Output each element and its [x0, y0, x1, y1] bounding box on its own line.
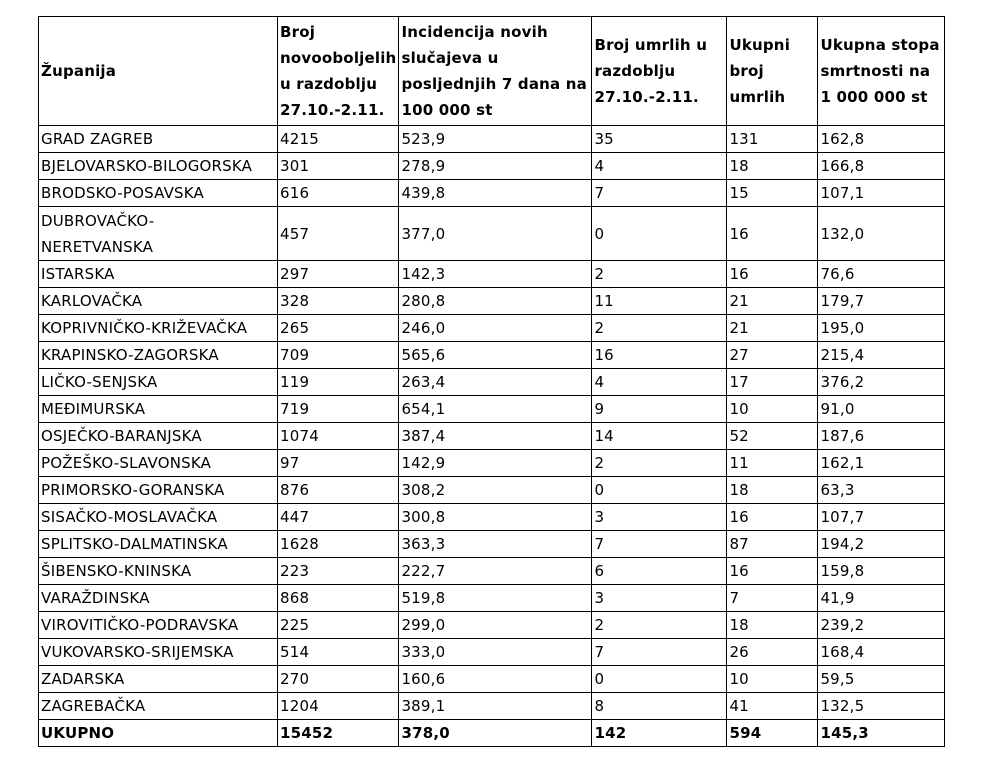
cell-new-cases: 1074 [278, 423, 399, 450]
cell-incidence: 278,9 [399, 153, 592, 180]
cell-new-cases: 97 [278, 450, 399, 477]
table-row [39, 396, 945, 423]
cell-deaths-period: 4 [592, 369, 727, 396]
cell-deaths-period: 2 [592, 261, 727, 288]
cell-mortality-rate: 132,0 [818, 207, 945, 261]
cell-incidence: 160,6 [399, 666, 592, 693]
cell-deaths-period: 14 [592, 423, 727, 450]
cell-new-cases: 876 [278, 477, 399, 504]
table-row [39, 261, 945, 288]
cell-county: VIROVITIČKO-PODRAVSKA [39, 612, 278, 639]
cell-total-deaths: 17 [727, 369, 818, 396]
cell-total-deaths: 16 [727, 261, 818, 288]
cell-new-cases: 270 [278, 666, 399, 693]
cell-new-cases: 119 [278, 369, 399, 396]
cell-new-cases: 328 [278, 288, 399, 315]
cell-incidence: 222,7 [399, 558, 592, 585]
cell-new-cases: 1628 [278, 531, 399, 558]
table-row [39, 531, 945, 558]
cell-total-deaths: 10 [727, 666, 818, 693]
cell-deaths-period: 3 [592, 585, 727, 612]
table-container [38, 16, 945, 747]
cell-incidence: 439,8 [399, 180, 592, 207]
table-row [39, 180, 945, 207]
cell-county-line: NERETVANSKA [41, 237, 154, 256]
cell-new-cases: 457 [278, 207, 399, 261]
cell-county [39, 207, 278, 261]
cell-incidence: 523,9 [399, 126, 592, 153]
cell-total-deaths: 10 [727, 396, 818, 423]
cell-mortality-rate: 239,2 [818, 612, 945, 639]
cell-incidence: 387,4 [399, 423, 592, 450]
cell-incidence: 333,0 [399, 639, 592, 666]
cell-deaths-period: 0 [592, 477, 727, 504]
cell-deaths-period: 7 [592, 180, 727, 207]
table-row [39, 558, 945, 585]
cell-mortality-rate: 91,0 [818, 396, 945, 423]
cell-total-deaths: 52 [727, 423, 818, 450]
cell-new-cases: 709 [278, 342, 399, 369]
cell-county: VUKOVARSKO-SRIJEMSKA [39, 639, 278, 666]
table-row [39, 207, 945, 261]
cell-incidence: 142,9 [399, 450, 592, 477]
cell-county: BJELOVARSKO-BILOGORSKA [39, 153, 278, 180]
cell-incidence: 654,1 [399, 396, 592, 423]
cell-total-deaths: 87 [727, 531, 818, 558]
cell-county: BRODSKO-POSAVSKA [39, 180, 278, 207]
table-row [39, 477, 945, 504]
cell-deaths-period: 2 [592, 450, 727, 477]
cell-total-deaths: 11 [727, 450, 818, 477]
cell-mortality-rate: 159,8 [818, 558, 945, 585]
cell-county: LIČKO-SENJSKA [39, 369, 278, 396]
total-row [39, 720, 945, 747]
cell-deaths-period: 6 [592, 558, 727, 585]
cell-total-deaths: 7 [727, 585, 818, 612]
table-row [39, 126, 945, 153]
cell-new-cases: 223 [278, 558, 399, 585]
cell-new-cases: 265 [278, 315, 399, 342]
cell-deaths-period: 7 [592, 531, 727, 558]
cell-county: OSJEČKO-BARANJSKA [39, 423, 278, 450]
table-row [39, 369, 945, 396]
table-row [39, 666, 945, 693]
cell-total-deaths: 26 [727, 639, 818, 666]
cell-incidence: 363,3 [399, 531, 592, 558]
cell-county: ISTARSKA [39, 261, 278, 288]
cell-mortality-rate: 76,6 [818, 261, 945, 288]
cell-deaths-period: 0 [592, 207, 727, 261]
cell-deaths-period: 16 [592, 342, 727, 369]
cell-mortality-rate: 187,6 [818, 423, 945, 450]
cell-total-deaths: 41 [727, 693, 818, 720]
table-row [39, 612, 945, 639]
cell-mortality-rate: 107,1 [818, 180, 945, 207]
table-row [39, 315, 945, 342]
cell-total-deaths: 21 [727, 288, 818, 315]
cell-new-cases: 447 [278, 504, 399, 531]
cell-county: SPLITSKO-DALMATINSKA [39, 531, 278, 558]
cell-total-deaths: 18 [727, 477, 818, 504]
table-row [39, 693, 945, 720]
cell-county: KARLOVAČKA [39, 288, 278, 315]
cell-county: KRAPINSKO-ZAGORSKA [39, 342, 278, 369]
cell-new-cases: 301 [278, 153, 399, 180]
cell-mortality-rate: 195,0 [818, 315, 945, 342]
total-cell-county: UKUPNO [39, 720, 278, 747]
cell-county: PRIMORSKO-GORANSKA [39, 477, 278, 504]
cell-mortality-rate: 168,4 [818, 639, 945, 666]
cell-county: ZADARSKA [39, 666, 278, 693]
table-row [39, 504, 945, 531]
cell-mortality-rate: 376,2 [818, 369, 945, 396]
cell-total-deaths: 16 [727, 504, 818, 531]
table-row [39, 342, 945, 369]
cell-mortality-rate: 41,9 [818, 585, 945, 612]
cell-county: MEĐIMURSKA [39, 396, 278, 423]
table-row [39, 288, 945, 315]
table-row [39, 585, 945, 612]
header-county: Županija [39, 17, 278, 126]
cell-total-deaths: 21 [727, 315, 818, 342]
cell-new-cases: 225 [278, 612, 399, 639]
table-body [39, 126, 945, 747]
cell-mortality-rate: 59,5 [818, 666, 945, 693]
cell-county: KOPRIVNIČKO-KRIŽEVAČKA [39, 315, 278, 342]
header-new-cases: Broj novooboljelih u razdoblju 27.10.-2.11. [278, 17, 399, 126]
cell-total-deaths: 18 [727, 153, 818, 180]
cell-deaths-period: 3 [592, 504, 727, 531]
cell-total-deaths: 27 [727, 342, 818, 369]
cell-incidence: 519,8 [399, 585, 592, 612]
cell-county: ZAGREBAČKA [39, 693, 278, 720]
total-cell-incidence: 378,0 [399, 720, 592, 747]
table-row [39, 423, 945, 450]
cell-mortality-rate: 179,7 [818, 288, 945, 315]
cell-mortality-rate: 107,7 [818, 504, 945, 531]
cell-total-deaths: 18 [727, 612, 818, 639]
cell-county: POŽEŠKO-SLAVONSKA [39, 450, 278, 477]
cell-deaths-period: 35 [592, 126, 727, 153]
cell-mortality-rate: 215,4 [818, 342, 945, 369]
cell-county: GRAD ZAGREB [39, 126, 278, 153]
cell-deaths-period: 4 [592, 153, 727, 180]
header-deaths-period: Broj umrlih u razdoblju 27.10.-2.11. [592, 17, 727, 126]
cell-total-deaths: 16 [727, 558, 818, 585]
cell-deaths-period: 8 [592, 693, 727, 720]
cell-new-cases: 719 [278, 396, 399, 423]
cell-incidence: 389,1 [399, 693, 592, 720]
header-incidence: Incidencija novih slučajeva u posljednjih 7 dana na 100 000 st [399, 17, 592, 126]
cell-new-cases: 297 [278, 261, 399, 288]
table-row [39, 450, 945, 477]
cell-incidence: 263,4 [399, 369, 592, 396]
cell-incidence: 280,8 [399, 288, 592, 315]
cell-deaths-period: 2 [592, 612, 727, 639]
cell-new-cases: 1204 [278, 693, 399, 720]
cell-county: ŠIBENSKO-KNINSKA [39, 558, 278, 585]
cell-mortality-rate: 194,2 [818, 531, 945, 558]
header-row [39, 17, 945, 126]
cell-mortality-rate: 162,1 [818, 450, 945, 477]
cell-incidence: 299,0 [399, 612, 592, 639]
cell-new-cases: 616 [278, 180, 399, 207]
cell-deaths-period: 2 [592, 315, 727, 342]
cell-incidence: 565,6 [399, 342, 592, 369]
total-cell-mortality-rate: 145,3 [818, 720, 945, 747]
cell-county: SISAČKO-MOSLAVAČKA [39, 504, 278, 531]
cell-incidence: 142,3 [399, 261, 592, 288]
covid-county-table [38, 16, 945, 747]
cell-incidence: 308,2 [399, 477, 592, 504]
cell-new-cases: 4215 [278, 126, 399, 153]
cell-total-deaths: 16 [727, 207, 818, 261]
cell-incidence: 300,8 [399, 504, 592, 531]
cell-new-cases: 514 [278, 639, 399, 666]
cell-deaths-period: 7 [592, 639, 727, 666]
cell-mortality-rate: 63,3 [818, 477, 945, 504]
cell-county-line: DUBROVAČKO- [41, 211, 155, 230]
cell-mortality-rate: 162,8 [818, 126, 945, 153]
cell-total-deaths: 15 [727, 180, 818, 207]
header-total-deaths: Ukupni broj umrlih [727, 17, 818, 126]
cell-total-deaths: 131 [727, 126, 818, 153]
cell-mortality-rate: 132,5 [818, 693, 945, 720]
cell-deaths-period: 9 [592, 396, 727, 423]
cell-county: VARAŽDINSKA [39, 585, 278, 612]
cell-new-cases: 868 [278, 585, 399, 612]
total-cell-total-deaths: 594 [727, 720, 818, 747]
total-cell-deaths-period: 142 [592, 720, 727, 747]
header-mortality-rate: Ukupna stopa smrtnosti na 1 000 000 st [818, 17, 945, 126]
table-row [39, 639, 945, 666]
cell-deaths-period: 0 [592, 666, 727, 693]
table-row [39, 153, 945, 180]
cell-incidence: 246,0 [399, 315, 592, 342]
cell-deaths-period: 11 [592, 288, 727, 315]
total-cell-new-cases: 15452 [278, 720, 399, 747]
cell-mortality-rate: 166,8 [818, 153, 945, 180]
cell-incidence: 377,0 [399, 207, 592, 261]
